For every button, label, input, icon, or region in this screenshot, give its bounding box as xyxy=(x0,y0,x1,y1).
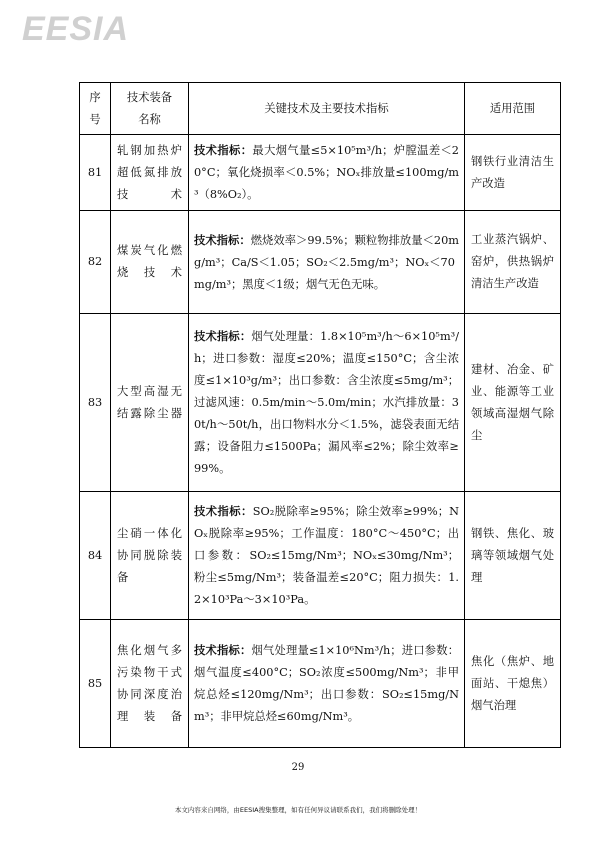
application-scope: 钢铁行业清洁生产改造 xyxy=(465,135,561,211)
table-header-row xyxy=(80,83,561,135)
header-equipment-name: 技术装备名称 xyxy=(111,83,189,135)
table-row xyxy=(80,211,561,314)
indicator-label: 技术指标： xyxy=(194,143,253,157)
technology-table xyxy=(79,82,561,748)
indicator-label: 技术指标： xyxy=(194,329,252,343)
technical-indicators xyxy=(189,135,465,211)
equipment-name: 煤炭气化燃烧技术 xyxy=(111,211,189,314)
technical-indicators xyxy=(189,211,465,314)
indicator-text: SO₂脱除率≥95%；除尘效率≥99%；NOₓ脱除率≥95%；工作温度：180°C～450°C；出口参数：SO₂≤15mg/Nm³；NOₓ≤30mg/Nm³；粉尘≤5mg/Nm³；装备温差≤20°C；阻力损失：1.2×10³Pa～3×10³Pa。 xyxy=(194,505,459,606)
row-number: 83 xyxy=(80,314,111,492)
row-number: 84 xyxy=(80,492,111,620)
technical-indicators xyxy=(189,620,465,748)
equipment-name: 焦化烟气多污染物干式协同深度治理装备 xyxy=(111,620,189,748)
application-scope: 焦化（焦炉、地面站、干熄焦）烟气治理 xyxy=(465,620,561,748)
table-row xyxy=(80,620,561,748)
application-scope: 建材、冶金、矿业、能源等工业领域高湿烟气除尘 xyxy=(465,314,561,492)
indicator-text: 烟气处理量：1.8×10⁵m³/h～6×10⁵m³/h；进口参数：湿度≤20%；温度≤150°C；含尘浓度≤1×10³g/m³；出口参数：含尘浓度≤5mg/m³；过滤风速：0.5m/min～5.0m/min；水汽排放量：30t/h～50t/h，出口物料水分＜1.5%，滤袋表面无结露；设备阻力≤1500Pa；漏风率≤2%；除尘效率≥99%。 xyxy=(194,330,459,475)
application-scope: 工业蒸汽锅炉、窑炉，供热锅炉清洁生产改造 xyxy=(465,211,561,314)
equipment-name: 尘硝一体化协同脱除装备 xyxy=(111,492,189,620)
row-number: 82 xyxy=(80,211,111,314)
row-number: 85 xyxy=(80,620,111,748)
page-number: 29 xyxy=(291,762,305,773)
indicator-text: 最大烟气量≤5×10⁵m³/h；炉膛温差＜20°C；氧化烧损率＜0.5%；NOₓ排放量≤100mg/m³（8%O₂）。 xyxy=(194,144,459,201)
indicator-label: 技术指标： xyxy=(194,232,251,247)
table-row xyxy=(80,492,561,620)
equipment-name: 轧钢加热炉超低氮排放技术 xyxy=(111,135,189,211)
footer-disclaimer: 本文内容来自网络，由EESIA搜集整理，如有任何异议请联系我们，我们将删除处理！ xyxy=(174,806,422,814)
header-key-technology: 关键技术及主要技术指标 xyxy=(189,83,465,135)
table-row xyxy=(80,135,561,211)
header-serial: 序号 xyxy=(80,83,111,135)
row-number: 81 xyxy=(80,135,111,211)
indicator-label: 技术指标： xyxy=(194,643,252,657)
indicator-text: 燃烧效率＞99.5%；颗粒物排放量＜20mg/m³；Ca/S＜1.05；SO₂＜2.5mg/m³；NOₓ＜70mg/m³；黑度＜1级；烟气无色无味。 xyxy=(194,233,459,291)
header-scope: 适用范围 xyxy=(465,83,561,135)
indicator-label: 技术指标： xyxy=(194,504,253,518)
table-row xyxy=(80,314,561,492)
technical-indicators xyxy=(189,314,465,492)
application-scope: 钢铁、焦化、玻璃等领域烟气处理 xyxy=(465,492,561,620)
eesia-logo: EESIA xyxy=(22,10,130,48)
technical-indicators xyxy=(189,492,465,620)
indicator-text: 烟气处理量≤1×10⁶Nm³/h；进口参数：烟气温度≤400°C；SO₂浓度≤500mg/Nm³；非甲烷总烃≤120mg/Nm³；出口参数：SO₂≤15mg/Nm³；非甲烷总烃≤60mg/Nm³。 xyxy=(194,644,459,723)
equipment-name: 大型高湿无结露除尘器 xyxy=(111,314,189,492)
